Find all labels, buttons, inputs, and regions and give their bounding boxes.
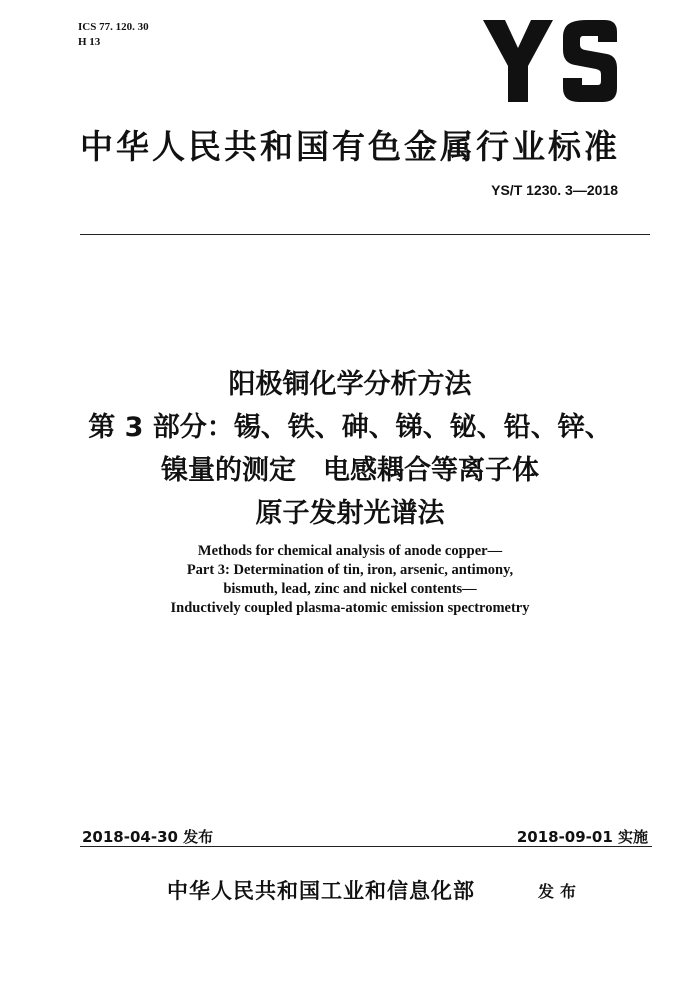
standard-number: YS/T 1230. 3—2018 [491,182,618,198]
chinese-title [0,363,700,535]
ys-logo [483,18,618,104]
ics-code: ICS 77. 120. 30 [78,21,149,33]
chinese-title-line: 镍量的测定 电感耦合等离子体 [161,455,539,486]
chinese-title-line: 阳极铜化学分析方法 [228,369,472,400]
bottom-divider [80,846,652,847]
english-title [0,542,700,618]
top-divider [80,234,650,235]
issuing-authority: 中华人民共和国工业和信息化部 [167,878,475,903]
classification-codes [78,20,149,50]
issue-label: 发布 [538,882,583,901]
ccs-code: H 13 [78,36,101,48]
implementation-date: 2018-09-01 实施 [516,828,648,846]
english-title-line: Part 3: Determination of tin, iron, arsenic, antimony, [186,562,514,578]
issue-date: 2018-04-30 发布 [82,828,214,846]
english-title-line: Methods for chemical analysis of anode copper— [197,543,503,559]
chinese-title-line: 第 3 部分：锡、铁、砷、锑、铋、铅、锌、 [88,412,612,443]
chinese-title-line: 原子发射光谱法 [255,498,445,529]
english-title-line: bismuth, lead, zinc and nickel contents— [223,581,477,597]
english-title-line: Inductively coupled plasma-atomic emission spectrometry [170,600,530,616]
standard-category-title: 中华人民共和国有色金属行业标准 [80,127,620,166]
svg-text:YS: YS [483,18,485,19]
